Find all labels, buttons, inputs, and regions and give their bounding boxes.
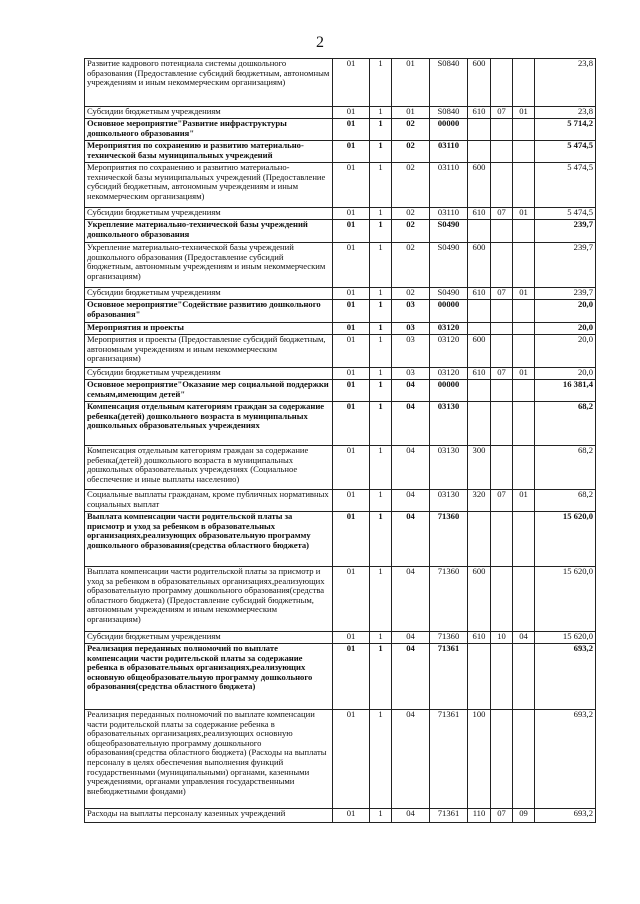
row-description: Мероприятия и проекты bbox=[85, 323, 333, 335]
activity-code: 02 bbox=[392, 208, 430, 220]
section-code: 07 bbox=[491, 368, 513, 380]
subsection-code: 01 bbox=[513, 107, 535, 119]
table-row bbox=[85, 380, 596, 402]
direction-code: 00000 bbox=[430, 380, 468, 402]
direction-code: 03120 bbox=[430, 368, 468, 380]
subsection-code: 01 bbox=[513, 288, 535, 300]
amount: 5 714,2 bbox=[535, 119, 596, 141]
program-code: 01 bbox=[333, 119, 370, 141]
expense-type-code: 610 bbox=[468, 368, 491, 380]
subsection-code bbox=[513, 380, 535, 402]
direction-code: 71361 bbox=[430, 644, 468, 710]
section-code: 07 bbox=[491, 288, 513, 300]
subsection-code bbox=[513, 402, 535, 446]
table-row bbox=[85, 208, 596, 220]
subsection-code bbox=[513, 446, 535, 490]
row-description: Основное мероприятие"Развитие инфраструктуры дошкольного образования" bbox=[85, 119, 333, 141]
row-description: Укрепление материально-технической базы учреждений дошкольного образования bbox=[85, 220, 333, 243]
activity-code: 04 bbox=[392, 380, 430, 402]
program-code: 01 bbox=[333, 288, 370, 300]
direction-code: 03110 bbox=[430, 163, 468, 208]
table-row bbox=[85, 710, 596, 809]
subsection-code bbox=[513, 512, 535, 567]
table-row bbox=[85, 243, 596, 288]
expense-type-code bbox=[468, 141, 491, 163]
table-body bbox=[85, 59, 596, 823]
activity-code: 03 bbox=[392, 368, 430, 380]
activity-code: 02 bbox=[392, 163, 430, 208]
row-description: Основное мероприятие"Содействие развитию дошкольного образования" bbox=[85, 300, 333, 323]
section-code bbox=[491, 141, 513, 163]
table-row bbox=[85, 644, 596, 710]
table-row bbox=[85, 567, 596, 632]
subprogram-code: 1 bbox=[370, 323, 392, 335]
subprogram-code: 1 bbox=[370, 107, 392, 119]
row-description: Мероприятия по сохранению и развитию материально-технической базы муниципальных учреждений bbox=[85, 141, 333, 163]
amount: 16 381,4 bbox=[535, 380, 596, 402]
row-description: Реализация переданных полномочий по выплате компенсации части родительской платы за содержание ребенка в образовательных организациях,реализующих основную общеобразовательную программу дошкольного образования(средства областного бюджета) bbox=[85, 644, 333, 710]
amount: 23,8 bbox=[535, 107, 596, 119]
row-description: Субсидии бюджетным учреждениям bbox=[85, 208, 333, 220]
program-code: 01 bbox=[333, 323, 370, 335]
activity-code: 02 bbox=[392, 288, 430, 300]
activity-code: 03 bbox=[392, 335, 430, 368]
amount: 693,2 bbox=[535, 644, 596, 710]
section-code bbox=[491, 243, 513, 288]
direction-code: 03130 bbox=[430, 490, 468, 512]
activity-code: 02 bbox=[392, 220, 430, 243]
program-code: 01 bbox=[333, 402, 370, 446]
expense-type-code bbox=[468, 380, 491, 402]
expense-type-code bbox=[468, 323, 491, 335]
expense-type-code: 100 bbox=[468, 710, 491, 809]
section-code bbox=[491, 402, 513, 446]
activity-code: 02 bbox=[392, 119, 430, 141]
row-description: Мероприятия по сохранению и развитию материально-технической базы муниципальных учреждений (Предоставление субсидий бюджетным, автономным учреждениям и иным некоммерческим организациям) bbox=[85, 163, 333, 208]
program-code: 01 bbox=[333, 220, 370, 243]
table-row bbox=[85, 335, 596, 368]
amount: 5 474,5 bbox=[535, 163, 596, 208]
expense-type-code: 600 bbox=[468, 243, 491, 288]
row-description: Субсидии бюджетным учреждениям bbox=[85, 288, 333, 300]
subprogram-code: 1 bbox=[370, 335, 392, 368]
section-code bbox=[491, 119, 513, 141]
table-row bbox=[85, 220, 596, 243]
table-row bbox=[85, 288, 596, 300]
row-description: Субсидии бюджетным учреждениям bbox=[85, 368, 333, 380]
subprogram-code: 1 bbox=[370, 141, 392, 163]
row-description: Социальные выплаты гражданам, кроме публичных нормативных социальных выплат bbox=[85, 490, 333, 512]
direction-code: S0490 bbox=[430, 243, 468, 288]
section-code bbox=[491, 220, 513, 243]
section-code bbox=[491, 163, 513, 208]
subsection-code bbox=[513, 141, 535, 163]
program-code: 01 bbox=[333, 567, 370, 632]
subsection-code bbox=[513, 710, 535, 809]
program-code: 01 bbox=[333, 632, 370, 644]
subsection-code: 01 bbox=[513, 208, 535, 220]
expense-type-code bbox=[468, 402, 491, 446]
amount: 20,0 bbox=[535, 323, 596, 335]
amount: 68,2 bbox=[535, 446, 596, 490]
program-code: 01 bbox=[333, 710, 370, 809]
subprogram-code: 1 bbox=[370, 644, 392, 710]
section-code: 07 bbox=[491, 809, 513, 823]
expense-type-code: 300 bbox=[468, 446, 491, 490]
subsection-code bbox=[513, 59, 535, 107]
section-code bbox=[491, 380, 513, 402]
direction-code: 71361 bbox=[430, 710, 468, 809]
section-code bbox=[491, 446, 513, 490]
table-row bbox=[85, 323, 596, 335]
expense-type-code: 610 bbox=[468, 288, 491, 300]
expense-type-code: 600 bbox=[468, 567, 491, 632]
expense-type-code: 110 bbox=[468, 809, 491, 823]
subprogram-code: 1 bbox=[370, 512, 392, 567]
amount: 239,7 bbox=[535, 243, 596, 288]
amount: 5 474,5 bbox=[535, 141, 596, 163]
amount: 15 620,0 bbox=[535, 512, 596, 567]
direction-code: 03130 bbox=[430, 402, 468, 446]
direction-code: 03120 bbox=[430, 335, 468, 368]
amount: 239,7 bbox=[535, 220, 596, 243]
table-row bbox=[85, 163, 596, 208]
activity-code: 04 bbox=[392, 809, 430, 823]
subsection-code bbox=[513, 300, 535, 323]
table-row bbox=[85, 141, 596, 163]
direction-code: 03110 bbox=[430, 141, 468, 163]
subprogram-code: 1 bbox=[370, 208, 392, 220]
amount: 239,7 bbox=[535, 288, 596, 300]
table-row bbox=[85, 446, 596, 490]
table-row bbox=[85, 490, 596, 512]
section-code bbox=[491, 567, 513, 632]
activity-code: 02 bbox=[392, 141, 430, 163]
activity-code: 04 bbox=[392, 446, 430, 490]
subprogram-code: 1 bbox=[370, 446, 392, 490]
row-description: Субсидии бюджетным учреждениям bbox=[85, 107, 333, 119]
subprogram-code: 1 bbox=[370, 288, 392, 300]
subprogram-code: 1 bbox=[370, 402, 392, 446]
activity-code: 04 bbox=[392, 644, 430, 710]
subsection-code: 01 bbox=[513, 490, 535, 512]
subsection-code bbox=[513, 644, 535, 710]
table-row bbox=[85, 632, 596, 644]
subprogram-code: 1 bbox=[370, 119, 392, 141]
subprogram-code: 1 bbox=[370, 300, 392, 323]
section-code bbox=[491, 323, 513, 335]
program-code: 01 bbox=[333, 141, 370, 163]
program-code: 01 bbox=[333, 490, 370, 512]
subprogram-code: 1 bbox=[370, 710, 392, 809]
expense-type-code bbox=[468, 644, 491, 710]
row-description: Компенсация отдельным категориям граждан за содержание ребенка(детей) дошкольного возраста в муниципальных дошкольных образовательных учреждениях (Социальное обеспечение и иные выплаты населению) bbox=[85, 446, 333, 490]
section-code bbox=[491, 644, 513, 710]
subsection-code: 09 bbox=[513, 809, 535, 823]
subsection-code bbox=[513, 335, 535, 368]
row-description: Выплата компенсации части родительской платы за присмотр и уход за ребенком в образовательных организациях,реализующих образовательную программу дошкольного образования(средства областного бюджета) bbox=[85, 512, 333, 567]
amount: 15 620,0 bbox=[535, 567, 596, 632]
direction-code: 71361 bbox=[430, 809, 468, 823]
program-code: 01 bbox=[333, 368, 370, 380]
row-description: Субсидии бюджетным учреждениям bbox=[85, 632, 333, 644]
row-description: Расходы на выплаты персоналу казенных учреждений bbox=[85, 809, 333, 823]
subprogram-code: 1 bbox=[370, 243, 392, 288]
expense-type-code bbox=[468, 119, 491, 141]
activity-code: 04 bbox=[392, 710, 430, 809]
subsection-code: 01 bbox=[513, 368, 535, 380]
subprogram-code: 1 bbox=[370, 632, 392, 644]
row-description: Компенсация отдельным категориям граждан за содержание ребенка(детей) дошкольного возраста в муниципальных дошкольных образовательных учреждениях bbox=[85, 402, 333, 446]
budget-table bbox=[84, 58, 596, 823]
table-row bbox=[85, 59, 596, 107]
activity-code: 03 bbox=[392, 300, 430, 323]
program-code: 01 bbox=[333, 335, 370, 368]
amount: 5 474,5 bbox=[535, 208, 596, 220]
row-description: Выплата компенсации части родительской платы за присмотр и уход за ребенком в образовательных организациях,реализующих образовательную программу дошкольного образования(средства областного бюджета) (Предоставление субсидий бюджетным, автономным учреждениям и иным некоммерческим организациям) bbox=[85, 567, 333, 632]
amount: 23,8 bbox=[535, 59, 596, 107]
direction-code: S0840 bbox=[430, 59, 468, 107]
subprogram-code: 1 bbox=[370, 490, 392, 512]
amount: 20,0 bbox=[535, 335, 596, 368]
program-code: 01 bbox=[333, 512, 370, 567]
amount: 693,2 bbox=[535, 710, 596, 809]
section-code: 10 bbox=[491, 632, 513, 644]
expense-type-code bbox=[468, 300, 491, 323]
direction-code: 03120 bbox=[430, 323, 468, 335]
expense-type-code: 600 bbox=[468, 335, 491, 368]
subsection-code bbox=[513, 119, 535, 141]
section-code: 07 bbox=[491, 107, 513, 119]
program-code: 01 bbox=[333, 243, 370, 288]
table-row bbox=[85, 119, 596, 141]
activity-code: 04 bbox=[392, 402, 430, 446]
activity-code: 04 bbox=[392, 567, 430, 632]
direction-code: 71360 bbox=[430, 632, 468, 644]
table-row bbox=[85, 402, 596, 446]
table-row bbox=[85, 512, 596, 567]
table-row bbox=[85, 300, 596, 323]
subprogram-code: 1 bbox=[370, 567, 392, 632]
subprogram-code: 1 bbox=[370, 809, 392, 823]
section-code bbox=[491, 300, 513, 323]
activity-code: 04 bbox=[392, 632, 430, 644]
subsection-code bbox=[513, 243, 535, 288]
amount: 68,2 bbox=[535, 402, 596, 446]
section-code: 07 bbox=[491, 490, 513, 512]
section-code bbox=[491, 59, 513, 107]
subprogram-code: 1 bbox=[370, 380, 392, 402]
activity-code: 03 bbox=[392, 323, 430, 335]
program-code: 01 bbox=[333, 59, 370, 107]
subprogram-code: 1 bbox=[370, 220, 392, 243]
expense-type-code bbox=[468, 220, 491, 243]
direction-code: 00000 bbox=[430, 119, 468, 141]
subprogram-code: 1 bbox=[370, 163, 392, 208]
activity-code: 04 bbox=[392, 490, 430, 512]
expense-type-code bbox=[468, 512, 491, 567]
subsection-code bbox=[513, 220, 535, 243]
activity-code: 02 bbox=[392, 243, 430, 288]
section-code bbox=[491, 335, 513, 368]
program-code: 01 bbox=[333, 446, 370, 490]
section-code bbox=[491, 710, 513, 809]
program-code: 01 bbox=[333, 809, 370, 823]
direction-code: 71360 bbox=[430, 567, 468, 632]
expense-type-code: 610 bbox=[468, 107, 491, 119]
expense-type-code: 600 bbox=[468, 59, 491, 107]
direction-code: 03130 bbox=[430, 446, 468, 490]
section-code bbox=[491, 512, 513, 567]
direction-code: 71360 bbox=[430, 512, 468, 567]
amount: 68,2 bbox=[535, 490, 596, 512]
amount: 20,0 bbox=[535, 368, 596, 380]
amount: 20,0 bbox=[535, 300, 596, 323]
subsection-code bbox=[513, 163, 535, 208]
subprogram-code: 1 bbox=[370, 368, 392, 380]
page-number: 2 bbox=[316, 34, 324, 51]
activity-code: 01 bbox=[392, 59, 430, 107]
program-code: 01 bbox=[333, 300, 370, 323]
amount: 15 620,0 bbox=[535, 632, 596, 644]
direction-code: 00000 bbox=[430, 300, 468, 323]
program-code: 01 bbox=[333, 163, 370, 208]
program-code: 01 bbox=[333, 107, 370, 119]
subsection-code: 04 bbox=[513, 632, 535, 644]
activity-code: 01 bbox=[392, 107, 430, 119]
program-code: 01 bbox=[333, 380, 370, 402]
direction-code: S0490 bbox=[430, 288, 468, 300]
direction-code: S0840 bbox=[430, 107, 468, 119]
expense-type-code: 600 bbox=[468, 163, 491, 208]
row-description: Основное мероприятие"Оказание мер социальной поддержки семьям,имеющим детей" bbox=[85, 380, 333, 402]
direction-code: 03110 bbox=[430, 208, 468, 220]
subsection-code bbox=[513, 323, 535, 335]
direction-code: S0490 bbox=[430, 220, 468, 243]
activity-code: 04 bbox=[392, 512, 430, 567]
subprogram-code: 1 bbox=[370, 59, 392, 107]
expense-type-code: 610 bbox=[468, 208, 491, 220]
table-row bbox=[85, 368, 596, 380]
row-description: Мероприятия и проекты (Предоставление субсидий бюджетным, автономным учреждениям и иным некоммерческим организациям) bbox=[85, 335, 333, 368]
table-row bbox=[85, 107, 596, 119]
row-description: Укрепление материально-технической базы учреждений дошкольного образования (Предоставление субсидий бюджетным, автономным учреждениям и иным некоммерческим организациям) bbox=[85, 243, 333, 288]
row-description: Реализация переданных полномочий по выплате компенсации части родительской платы за содержание ребенка в образовательных организациях,реализующих основную общеобразовательную программу дошкольного образования(средства областного бюджета) (Расходы на выплаты персоналу в целях обеспечения выполнения функций государственными (муниципальными) органами, казенными учреждениями, органами управления государственными внебюджетными фондами) bbox=[85, 710, 333, 809]
amount: 693,2 bbox=[535, 809, 596, 823]
table-row bbox=[85, 809, 596, 823]
expense-type-code: 320 bbox=[468, 490, 491, 512]
program-code: 01 bbox=[333, 644, 370, 710]
section-code: 07 bbox=[491, 208, 513, 220]
program-code: 01 bbox=[333, 208, 370, 220]
expense-type-code: 610 bbox=[468, 632, 491, 644]
row-description: Развитие кадрового потенциала системы дошкольного образования (Предоставление субсидий бюджетным, автономным учреждениям и иным некоммерческим организациям) bbox=[85, 59, 333, 107]
subsection-code bbox=[513, 567, 535, 632]
